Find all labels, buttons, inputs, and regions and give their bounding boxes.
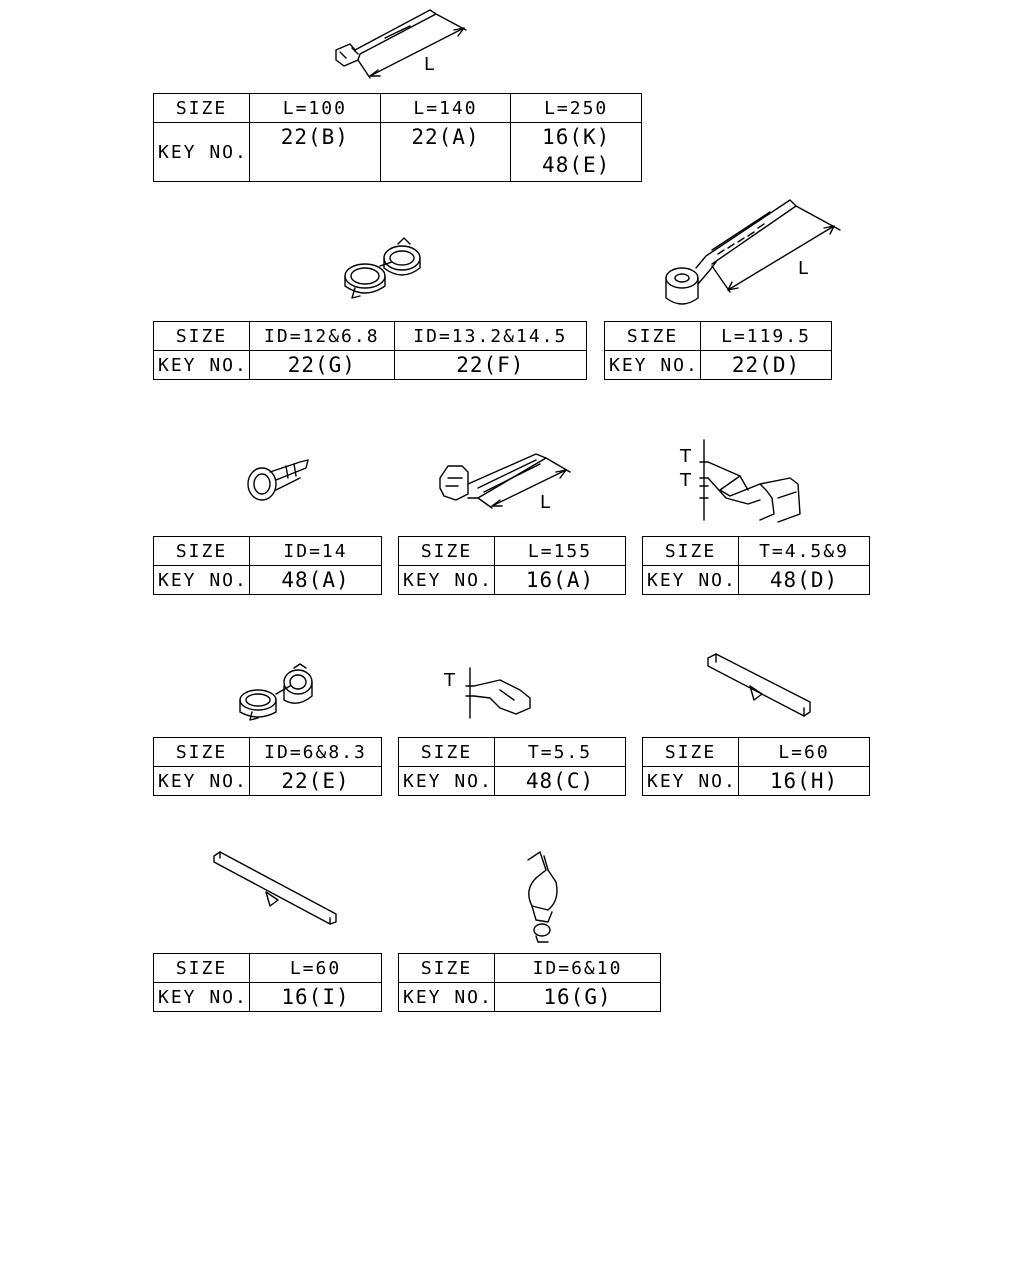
key-no-text: 22(A) xyxy=(411,125,480,149)
key-no-value xyxy=(250,123,381,182)
size-header: SIZE xyxy=(643,537,739,566)
size-value: T=5.5 xyxy=(495,738,626,767)
key-no-header: KEY NO. xyxy=(154,123,250,182)
key-no-text: 22(B) xyxy=(280,125,349,149)
key-no-header: KEY NO. xyxy=(643,767,739,796)
key-no-header: KEY NO. xyxy=(605,351,701,380)
size-header: SIZE xyxy=(399,537,495,566)
key-no-value xyxy=(511,123,642,182)
size-table-bent-bracket xyxy=(642,536,870,595)
key-no-value: 16(G) xyxy=(495,983,661,1012)
size-header: SIZE xyxy=(154,94,250,123)
dimension-label-t: T xyxy=(680,446,691,467)
size-table-double-ring-small xyxy=(153,737,382,796)
size-header: SIZE xyxy=(154,954,250,983)
size-table-loop-clip-g xyxy=(398,953,661,1012)
dimension-label-l: L xyxy=(540,492,551,513)
size-value: L=119.5 xyxy=(701,322,832,351)
size-value: L=155 xyxy=(495,537,626,566)
size-table-bar-clip-i xyxy=(153,953,382,1012)
loop-clip-g-icon xyxy=(528,852,557,942)
size-value: ID=14 xyxy=(250,537,382,566)
size-value: ID=13.2&14.5 xyxy=(394,322,586,351)
dimension-label-l: L xyxy=(798,258,809,279)
size-value: ID=6&8.3 xyxy=(250,738,382,767)
key-no-header: KEY NO. xyxy=(154,566,250,595)
key-no-header: KEY NO. xyxy=(154,983,250,1012)
key-no-header: KEY NO. xyxy=(154,351,250,380)
size-header: SIZE xyxy=(605,322,701,351)
size-value: L=250 xyxy=(511,94,642,123)
key-no-value: 48(D) xyxy=(739,566,870,595)
size-table-cable-tie-head xyxy=(604,321,832,380)
key-no-value: 48(C) xyxy=(495,767,626,796)
size-value: L=100 xyxy=(250,94,381,123)
size-value: ID=12&6.8 xyxy=(250,322,395,351)
key-no-value: 16(A) xyxy=(495,566,626,595)
spring-clip-icon xyxy=(466,668,530,718)
ladder-strap-clip-icon xyxy=(440,454,570,508)
size-table-ladder-strap xyxy=(398,536,626,595)
size-value: ID=6&10 xyxy=(495,954,661,983)
key-no-value: 22(F) xyxy=(394,351,586,380)
size-header: SIZE xyxy=(154,738,250,767)
size-value: L=60 xyxy=(739,738,870,767)
ring-pin-clip-icon xyxy=(248,460,308,500)
size-table-cable-tie xyxy=(153,93,642,182)
key-no-header: KEY NO. xyxy=(154,767,250,796)
double-ring-clip-small-icon xyxy=(240,664,312,720)
key-no-header: KEY NO. xyxy=(399,767,495,796)
key-no-value: 16(H) xyxy=(739,767,870,796)
size-table-bar-clip-h xyxy=(642,737,870,796)
cable-tie-strap-icon xyxy=(336,10,466,78)
key-no-header: KEY NO. xyxy=(643,566,739,595)
cable-tie-with-head-icon xyxy=(666,200,840,304)
size-table-ring-pin xyxy=(153,536,382,595)
size-value: L=140 xyxy=(380,94,511,123)
key-no-value: 16(I) xyxy=(250,983,382,1012)
size-header: SIZE xyxy=(399,954,495,983)
dimension-label-t: T xyxy=(444,670,455,691)
size-table-double-ring-clip xyxy=(153,321,587,380)
size-value: L=60 xyxy=(250,954,382,983)
bar-clip-h-icon xyxy=(708,654,810,716)
size-header: SIZE xyxy=(399,738,495,767)
dimension-label-t: T xyxy=(680,470,691,491)
dimension-label-l: L xyxy=(424,54,435,75)
size-header: SIZE xyxy=(154,537,250,566)
size-value: T=4.5&9 xyxy=(739,537,870,566)
key-no-value xyxy=(380,123,511,182)
key-no-value: 22(G) xyxy=(250,351,395,380)
double-ring-clip-icon xyxy=(345,238,420,298)
key-no-value: 48(A) xyxy=(250,566,382,595)
key-no-text: 16(K) xyxy=(542,125,611,149)
bent-bracket-clip-icon xyxy=(700,440,800,522)
size-header: SIZE xyxy=(643,738,739,767)
key-no-value: 22(E) xyxy=(250,767,382,796)
size-header: SIZE xyxy=(154,322,250,351)
key-no-text: 48(E) xyxy=(542,153,611,177)
size-table-spring-clip xyxy=(398,737,626,796)
key-no-header: KEY NO. xyxy=(399,983,495,1012)
key-no-header: KEY NO. xyxy=(399,566,495,595)
bar-clip-i-icon xyxy=(214,852,336,924)
key-no-value: 22(D) xyxy=(701,351,832,380)
